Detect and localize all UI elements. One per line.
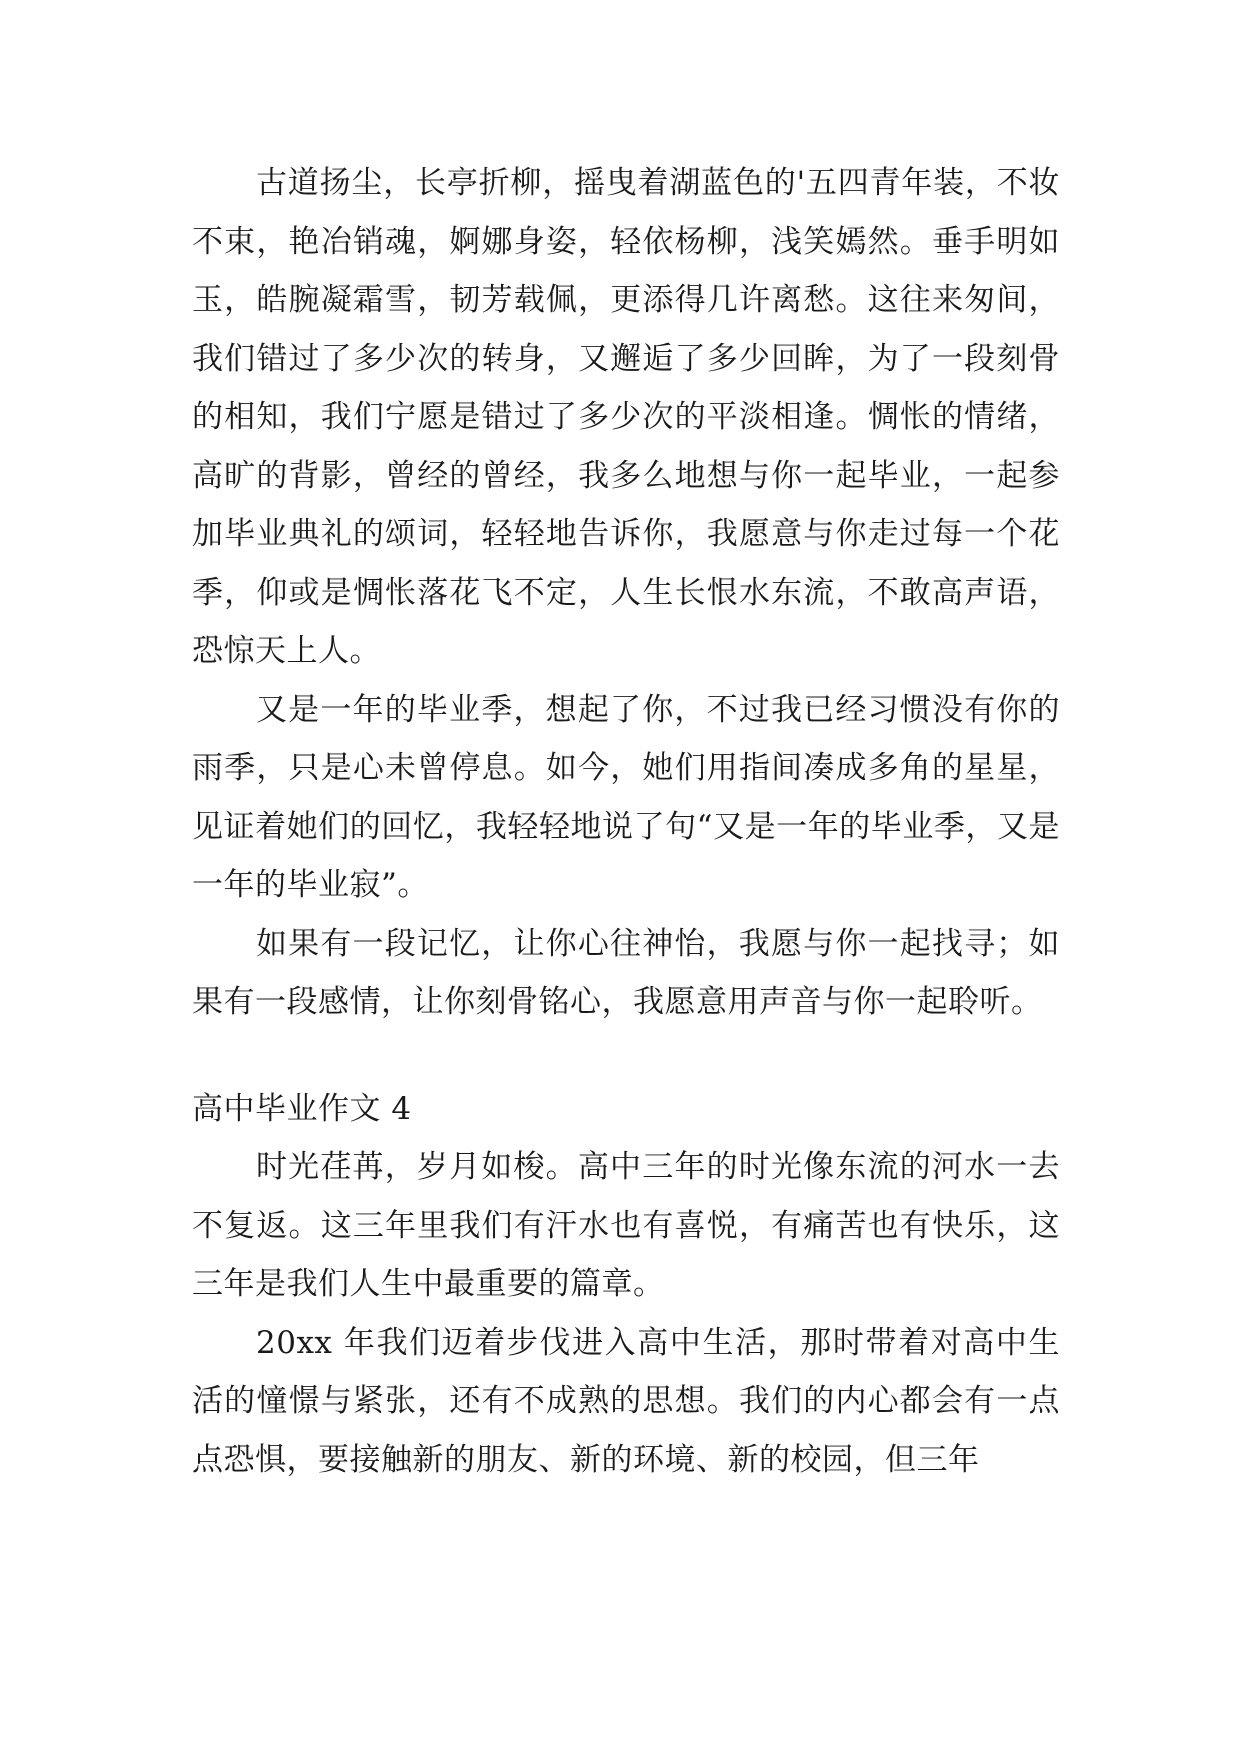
paragraph: 如果有一段记忆，让你心往神怡，我愿与你一起找寻；如果有一段感情，让你刻骨铭心，我愿意用声音与你一起聆听。: [192, 925, 1060, 1020]
paragraph: 又是一年的毕业季，想起了你，不过我已经习惯没有你的雨季，只是心未曾停息。如今，她们用指间凑成多角的星星，见证着她们的回忆，我轻轻地说了句“又是一年的毕业季，又是一年的毕业寂”。: [192, 691, 1060, 903]
document-body: [192, 154, 1060, 1489]
paragraph: 古道扬尘，长亭折柳，摇曳着湖蓝色的'五四青年装，不妆不束，艳冶销魂，婀娜身姿，轻依杨柳，浅笑嫣然。垂手明如玉，皓腕凝霜雪，韧芳载佩，更添得几许离愁。这往来匆间，我们错过了多少次的转身，又邂逅了多少回眸，为了一段刻骨的相知，我们宁愿是错过了多少次的平淡相逢。惆怅的情绪，高旷的背影，曾经的曾经，我多么地想与你一起毕业，一起参加毕业典礼的颂词，轻轻地告诉你，我愿意与你走过每一个花季，仰或是惆怅落花飞不定，人生长恨水东流，不敢高声语，恐惊天上人。: [192, 165, 1060, 669]
paragraph: 20xx 年我们迈着步伐进入高中生活，那时带着对高中生活的憧憬与紧张，还有不成熟的思想。我们的内心都会有一点点恐惧，要接触新的朋友、新的环境、新的校园，但三年: [192, 1324, 1060, 1478]
paragraph: 时光荏苒，岁月如梭。高中三年的时光像东流的河水一去不复返。这三年里我们有汗水也有喜悦，有痛苦也有快乐，这三年是我们人生中最重要的篇章。: [192, 1149, 1060, 1302]
section-title: 高中毕业作文 4: [192, 1090, 412, 1127]
